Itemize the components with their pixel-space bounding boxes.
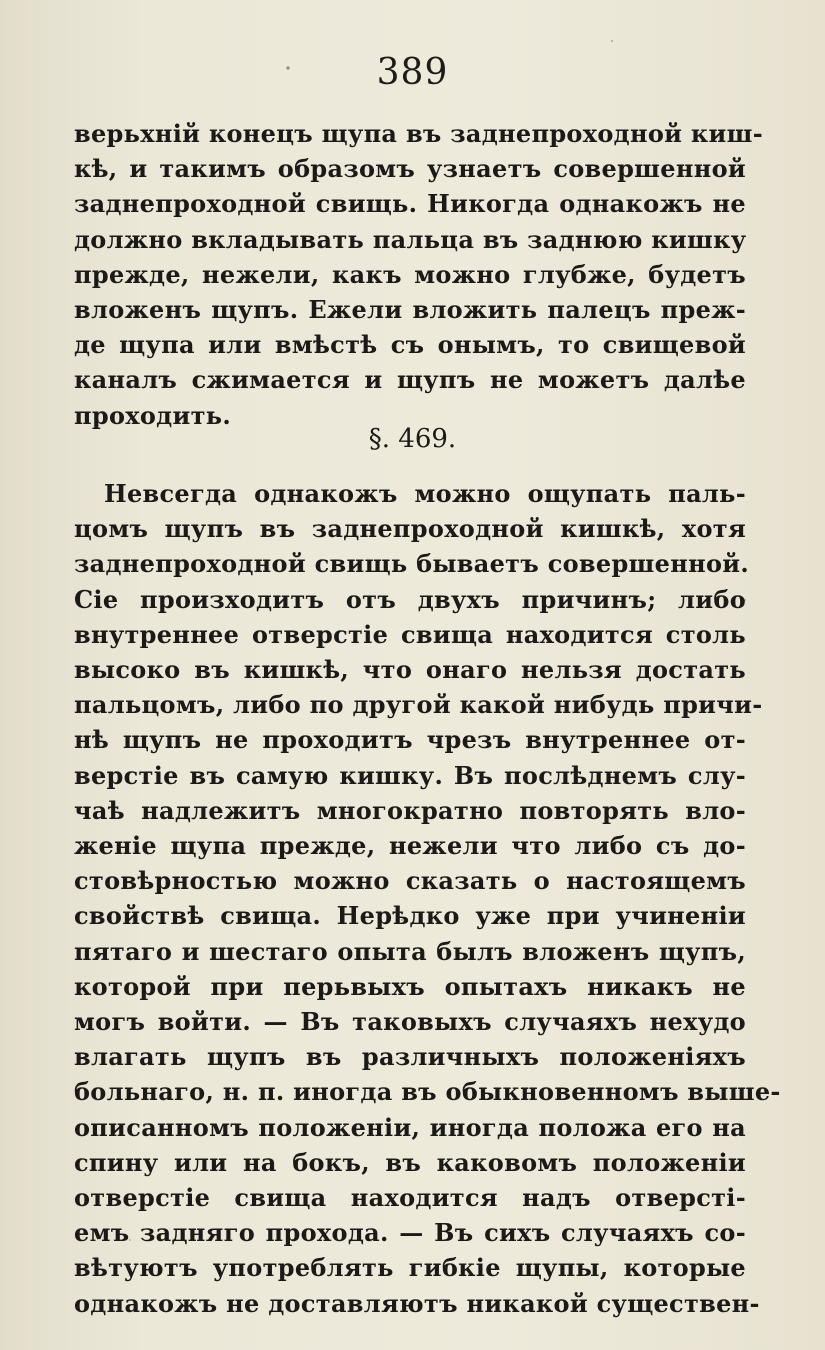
text-line: должно вкладывать пальца въ заднюю кишку — [74, 224, 747, 254]
text-line: чаѣ надлежитъ многократно повторять вло- — [74, 795, 746, 825]
text-line: влагать щупъ въ различныхъ положеніяхъ — [74, 1042, 746, 1072]
text-line: женіе щупа прежде, нежели что либо съ до- — [74, 831, 746, 861]
text-line: верстіе въ самую кишку. Въ послѣднемъ слу- — [74, 760, 746, 790]
text-line: вѣтуютъ употреблять гибкіе щупы, которые — [74, 1253, 746, 1283]
text-line: Сіе произходитъ отъ двухъ причинъ; либо — [74, 584, 746, 614]
page-number: 389 — [376, 52, 449, 93]
text-line: пальцомъ, либо по другой какой нибудь причи- — [74, 690, 763, 720]
section-heading: §. 469. — [368, 424, 457, 454]
text-line: стовѣрностью можно сказать о настоящемъ — [74, 866, 746, 896]
text-line: пятаго и шестаго опыта былъ вложенъ щупъ, — [74, 936, 746, 966]
text-line: цомъ щупъ въ заднепроходной кишкѣ, хотя — [74, 514, 746, 544]
text-line: могъ войти. — Въ таковыхъ случаяхъ нехудо — [74, 1007, 746, 1037]
text-line: заднепроходной свищь бываетъ совершенной. — [74, 549, 750, 579]
text-line: де щупа или вмѣстѣ съ онымъ, то свищевой — [74, 330, 746, 360]
text-line: нѣ щупъ не проходитъ чрезъ внутреннее от- — [74, 725, 746, 755]
text-line: каналъ сжимается и щупъ не можетъ далѣе — [74, 365, 746, 395]
paragraph-2 — [74, 476, 781, 1321]
text-line: проходить. — [74, 400, 231, 430]
text-line: заднепроходной свищь. Никогда однакожъ не — [74, 189, 746, 219]
text-line: верьхній конецъ щупа въ заднепроходной киш- — [74, 119, 763, 148]
text-line: свойствѣ свища. Нерѣдко уже при учиненіи — [74, 901, 746, 931]
text-line: описанномъ положеніи, иногда положа его на — [74, 1112, 746, 1142]
text-line: внутреннее отверстіе свища находится столь — [74, 619, 746, 649]
text-line: больнаго, н. п. иногда въ обыкновенномъ выше- — [74, 1077, 781, 1107]
text-line: прежде, нежели, какъ можно глубже, будетъ — [74, 259, 746, 289]
text-line: которой при перьвыхъ опытахъ никакъ не — [74, 971, 746, 1001]
text-line: емъ задняго прохода. — Въ сихъ случаяхъ со- — [74, 1218, 746, 1248]
paragraph-1 — [74, 116, 763, 433]
text-line: вложенъ щупъ. Ежели вложить палецъ преж- — [74, 295, 746, 325]
text-line: отверстіе свища находится надъ отверсті- — [74, 1183, 746, 1213]
text-line: кѣ, и такимъ образомъ узнаетъ совершенной — [74, 154, 746, 184]
text-line: однакожъ не доставляютъ никакой существен- — [74, 1288, 760, 1318]
text-line: спину или на бокъ, въ каковомъ положеніи — [74, 1147, 746, 1177]
text-line: высоко въ кишкѣ, что онаго нельзя достать — [74, 655, 746, 685]
text-line: Невсегда однакожъ можно ощупать паль- — [104, 479, 746, 508]
